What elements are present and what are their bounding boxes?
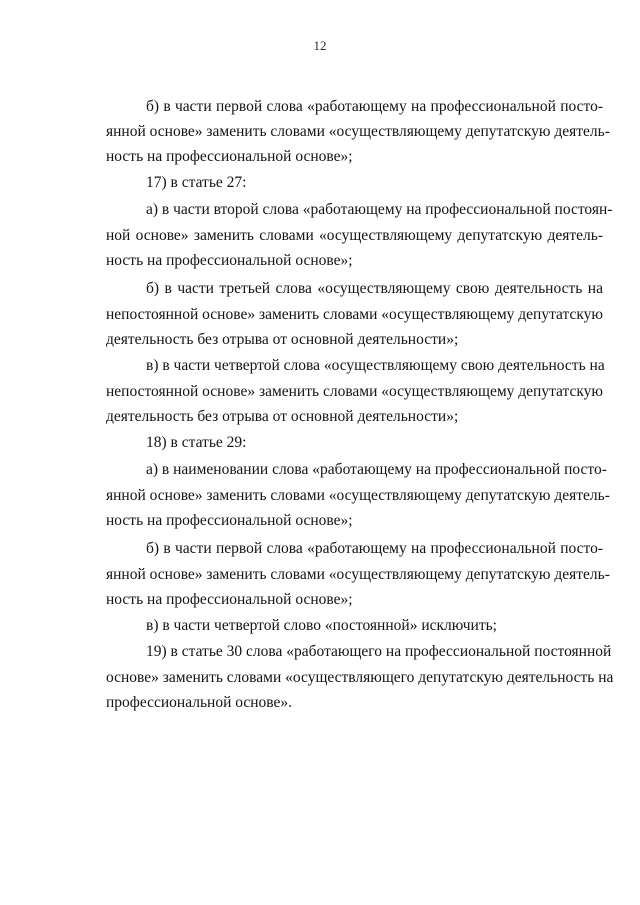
page-number: 12 bbox=[313, 38, 327, 53]
text-line: профессиональной основе». bbox=[106, 694, 293, 711]
text-line: ность на профессиональной основе»; bbox=[106, 591, 353, 608]
text-line: б) в части первой слова «работающему на профессиональной посто- bbox=[146, 98, 603, 115]
text-line: янной основе» заменить словами «осуществляющему депутатскую деятель- bbox=[106, 123, 610, 140]
text-line: в) в части четвертой слова «осуществляющему свою деятельность на bbox=[146, 357, 605, 374]
text-line: 19) в статье 30 слова «работающего на профессиональной постоянной bbox=[146, 643, 612, 660]
text-line: непостоянной основе» заменить словами «осуществляющему депутатскую bbox=[106, 306, 603, 323]
text-line: а) в части второй слова «работающему на профессиональной постоян- bbox=[146, 201, 613, 218]
text-line: ной основе» заменить словами «осуществляющему депутатскую деятель- bbox=[106, 227, 603, 244]
text-line: ность на профессиональной основе»; bbox=[106, 148, 353, 165]
text-line: деятельность без отрыва от основной деятельности»; bbox=[106, 331, 459, 348]
text-line: 18) в статье 29: bbox=[146, 434, 247, 451]
text-line: основе» заменить словами «осуществляющего депутатскую деятельность на bbox=[106, 669, 614, 686]
text-line: ность на профессиональной основе»; bbox=[106, 512, 353, 529]
text-line: а) в наименовании слова «работающему на профессиональной посто- bbox=[146, 461, 607, 478]
text-line: янной основе» заменить словами «осуществляющему депутатскую деятель- bbox=[106, 487, 610, 504]
text-line: 17) в статье 27: bbox=[146, 174, 247, 191]
text-line: б) в части третьей слова «осуществляющему свою деятельность на bbox=[146, 280, 603, 297]
text-line: непостоянной основе» заменить словами «осуществляющему депутатскую bbox=[106, 383, 603, 400]
text-line: ность на профессиональной основе»; bbox=[106, 252, 353, 269]
text-line: в) в части четвертой слово «постоянной» исключить; bbox=[146, 617, 497, 634]
text-line: б) в части первой слова «работающему на профессиональной посто- bbox=[146, 540, 603, 557]
text-line: янной основе» заменить словами «осуществляющему депутатскую деятель- bbox=[106, 566, 610, 583]
text-line: деятельность без отрыва от основной деятельности»; bbox=[106, 408, 459, 425]
